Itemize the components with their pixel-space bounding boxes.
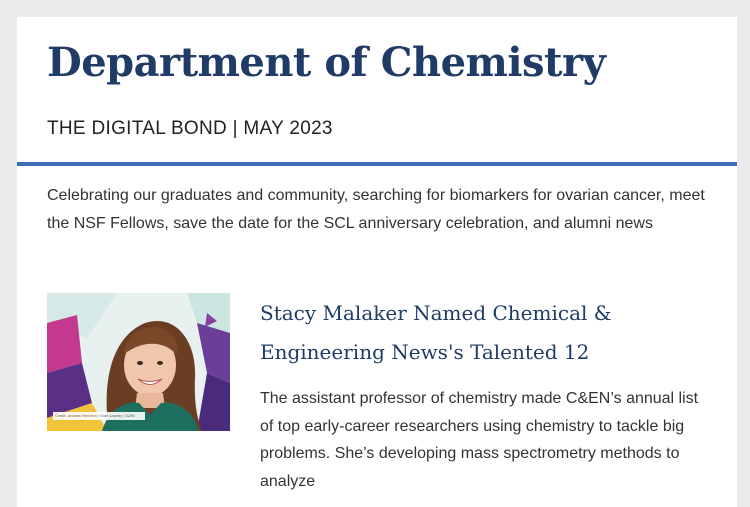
image-caption: Credit: Andrew Fenichel / Grad Lawrey; C&EN — [55, 414, 135, 418]
portrait-illustration — [47, 293, 230, 431]
header-divider — [17, 162, 737, 166]
department-title: Department of Chemistry — [47, 39, 606, 86]
article-title-link[interactable]: Stacy Malaker Named Chemical & Engineering News's Talented 12 — [260, 301, 612, 364]
issue-label: THE DIGITAL BOND | MAY 2023 — [47, 118, 333, 139]
intro-summary: Celebrating our graduates and community, searching for biomarkers for ovarian cancer, meet the NSF Fellows, save the date for the SCL anniversary celebration, and alumni news — [47, 187, 705, 232]
article-excerpt: The assistant professor of chemistry made C&EN’s annual list of top early-career researchers using chemistry to tackle big problems. She’s developing mass spectrometry methods to analyze — [260, 390, 699, 490]
article-image[interactable] — [47, 293, 230, 431]
newsletter-card — [17, 17, 737, 507]
